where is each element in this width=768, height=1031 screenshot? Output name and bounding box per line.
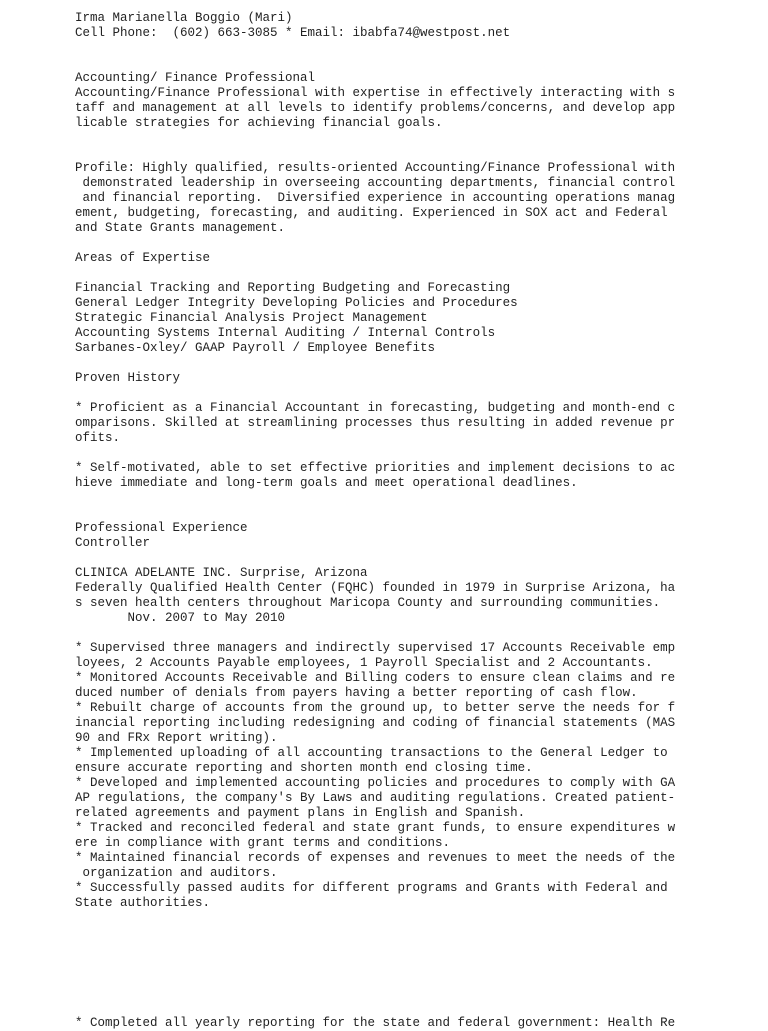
contact-line: Cell Phone: (602) 663-3085 * Email: ibabfa74@westpost.net: [75, 26, 511, 40]
experience-bullet-line: ere in compliance with grant terms and conditions.: [75, 836, 451, 850]
job-title: Controller: [75, 536, 151, 550]
expertise-item: General Ledger Integrity Developing Policies and Procedures: [75, 296, 518, 310]
summary-line: taff and management at all levels to identify problems/concerns, and develop app: [75, 101, 676, 115]
history-bullet-line: ofits.: [75, 431, 121, 445]
expertise-item: Accounting Systems Internal Auditing / Internal Controls: [75, 326, 496, 340]
history-bullet-line: omparisons. Skilled at streamlining processes thus resulting in added revenue pr: [75, 416, 676, 430]
expertise-item: Strategic Financial Analysis Project Management: [75, 311, 428, 325]
experience-bullet-line: loyees, 2 Accounts Payable employees, 1 Payroll Specialist and 2 Accountants.: [75, 656, 653, 670]
experience-bullet-line: * Maintained financial records of expenses and revenues to meet the needs of the: [75, 851, 676, 865]
summary-line: Accounting/Finance Professional with expertise in effectively interacting with s: [75, 86, 676, 100]
history-bullet-line: hieve immediate and long-term goals and meet operational deadlines.: [75, 476, 578, 490]
summary-line: licable strategies for achieving financial goals.: [75, 116, 443, 130]
profile-line: ement, budgeting, forecasting, and auditing. Experienced in SOX act and Federal: [75, 206, 668, 220]
profile-line: and State Grants management.: [75, 221, 286, 235]
employment-dates: Nov. 2007 to May 2010: [75, 611, 286, 625]
expertise-item: Sarbanes-Oxley/ GAAP Payroll / Employee Benefits: [75, 341, 436, 355]
profile-line: and financial reporting. Diversified experience in accounting operations manag: [75, 191, 676, 205]
experience-bullet-line: * Completed all yearly reporting for the state and federal government: Health Re: [75, 1016, 676, 1030]
experience-bullet-line: AP regulations, the company's By Laws and auditing regulations. Created patient-: [75, 791, 676, 805]
experience-bullet-line: inancial reporting including redesigning and coding of financial statements (MAS: [75, 716, 676, 730]
experience-bullet-line: * Tracked and reconciled federal and state grant funds, to ensure expenditures w: [75, 821, 676, 835]
experience-bullet-line: * Rebuilt charge of accounts from the ground up, to better serve the needs for f: [75, 701, 676, 715]
resume-document: [75, 11, 695, 1031]
experience-bullet-line: * Supervised three managers and indirectly supervised 17 Accounts Receivable emp: [75, 641, 676, 655]
experience-bullet-line: duced number of denials from payers having a better reporting of cash flow.: [75, 686, 638, 700]
candidate-name: Irma Marianella Boggio (Mari): [75, 11, 293, 25]
profile-line: Profile: Highly qualified, results-oriented Accounting/Finance Professional with: [75, 161, 676, 175]
experience-bullet-line: * Implemented uploading of all accounting transactions to the General Ledger to: [75, 746, 668, 760]
employer-line: s seven health centers throughout Maricopa County and surrounding communities.: [75, 596, 661, 610]
experience-bullet-line: related agreements and payment plans in English and Spanish.: [75, 806, 526, 820]
expertise-item: Financial Tracking and Reporting Budgeting and Forecasting: [75, 281, 511, 295]
experience-bullet-line: State authorities.: [75, 896, 211, 910]
experience-bullet-line: * Successfully passed audits for different programs and Grants with Federal and: [75, 881, 668, 895]
experience-bullet-line: organization and auditors.: [75, 866, 278, 880]
history-heading: Proven History: [75, 371, 181, 385]
experience-bullet-line: * Developed and implemented accounting policies and procedures to comply with GA: [75, 776, 676, 790]
profile-line: demonstrated leadership in overseeing accounting departments, financial control: [75, 176, 676, 190]
experience-bullet-line: ensure accurate reporting and shorten month end closing time.: [75, 761, 533, 775]
employer-line: Federally Qualified Health Center (FQHC) founded in 1979 in Surprise Arizona, ha: [75, 581, 676, 595]
summary-title: Accounting/ Finance Professional: [75, 71, 316, 85]
expertise-heading: Areas of Expertise: [75, 251, 211, 265]
experience-heading: Professional Experience: [75, 521, 248, 535]
history-bullet-line: * Self-motivated, able to set effective priorities and implement decisions to ac: [75, 461, 676, 475]
employer-line: CLINICA ADELANTE INC. Surprise, Arizona: [75, 566, 368, 580]
experience-bullet-line: * Monitored Accounts Receivable and Billing coders to ensure clean claims and re: [75, 671, 676, 685]
history-bullet-line: * Proficient as a Financial Accountant in forecasting, budgeting and month-end c: [75, 401, 676, 415]
experience-bullet-line: 90 and FRx Report writing).: [75, 731, 278, 745]
